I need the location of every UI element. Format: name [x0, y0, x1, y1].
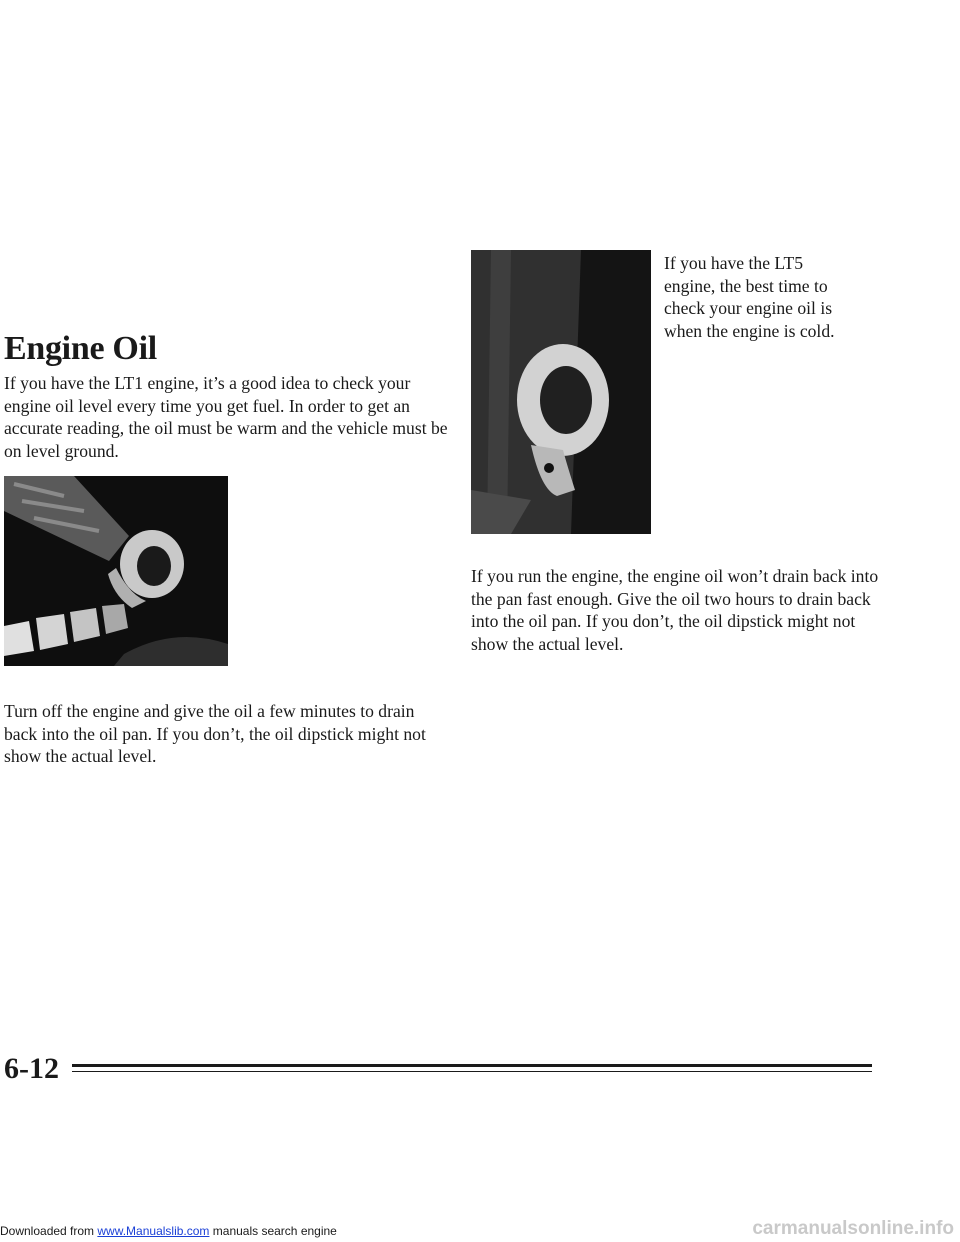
paragraph-lt1-engine: If you have the LT1 engine, it’s a good idea to check your engine oil level every time you get fuel. In order to get an accurate reading, the oil must be warm and the vehicle must be on level ground. [4, 373, 448, 461]
footer-prefix: Downloaded from [0, 1224, 98, 1238]
section-title: Engine Oil [4, 330, 157, 367]
footer-rule-thick [72, 1064, 872, 1067]
download-footer [0, 1224, 337, 1238]
page-number: 6-12 [4, 1052, 59, 1085]
watermark-text: carmanualsonline.info [752, 1218, 954, 1239]
footer-suffix: manuals search engine [209, 1224, 337, 1238]
footer-rule-thin [72, 1071, 872, 1072]
paragraph-turn-off-engine: Turn off the engine and give the oil a few minutes to drain back into the oil pan. If you don’t, the oil dipstick might not show the actual level. [4, 701, 426, 766]
manualslib-link[interactable]: www.Manualslib.com [97, 1224, 210, 1238]
lt1-dipstick-photo [4, 476, 228, 666]
lt5-dipstick-photo [471, 250, 651, 534]
paragraph-lt5-engine: If you have the LT5 engine, the best time to check your engine oil is when the engine is cold. [664, 253, 835, 341]
paragraph-run-engine: If you run the engine, the engine oil won’t drain back into the pan fast enough. Give the oil two hours to drain back into the oil pan. If you don’t, the oil dipstick might not show the actual level. [471, 566, 879, 654]
